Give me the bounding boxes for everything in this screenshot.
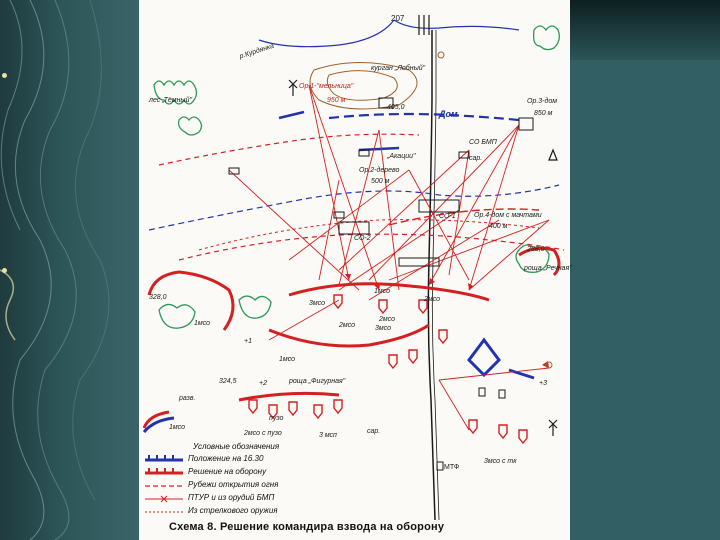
landmark-4-distance: 400 м bbox=[489, 223, 508, 230]
grove-label: роща „Фигурная" bbox=[289, 378, 346, 385]
squad-label: 2мсо с пузо bbox=[244, 430, 282, 437]
platoon-label: 3 мсп bbox=[319, 432, 337, 439]
height-label: 405,0 bbox=[387, 104, 405, 111]
house-label: Дом bbox=[439, 109, 458, 119]
observation-2-label: СО-2 bbox=[354, 235, 371, 242]
landmark-1-label: Ор.1-"мельница" bbox=[299, 83, 354, 90]
landmark-1-distance: 950 м bbox=[327, 97, 346, 104]
squad-label: 2мсо bbox=[339, 322, 356, 329]
landmark-3-distance: 850 м bbox=[534, 110, 553, 117]
height-label: 328,0 bbox=[149, 294, 167, 301]
height-label: 207 bbox=[391, 14, 405, 23]
squad-label: 1мсо bbox=[194, 320, 211, 327]
forest-label: лес „Тёмный" bbox=[149, 97, 192, 104]
squad-label: 1мсо bbox=[169, 424, 186, 431]
legend-item: Положение на 16.30 bbox=[188, 454, 264, 463]
squad-label: 1мсо bbox=[374, 288, 391, 295]
legend-item: ПТУР и из орудий БМП bbox=[188, 493, 275, 502]
right-background bbox=[570, 60, 720, 540]
squad-label: 3мсо с тк bbox=[484, 458, 517, 465]
landmark-number: +3 bbox=[539, 380, 547, 387]
legend-item: Из стрелкового оружия bbox=[188, 506, 278, 515]
recon-label: разв. bbox=[179, 395, 196, 402]
squad-label: 3мсо bbox=[309, 300, 326, 307]
squad-label: 2мсо bbox=[379, 316, 396, 323]
puzo-label: пузо bbox=[269, 415, 284, 422]
height-label: 238,0 bbox=[527, 246, 545, 253]
observation-1-label: СО-1 bbox=[439, 213, 456, 220]
shed-label: сар. bbox=[367, 428, 381, 435]
landmark-number: +1 bbox=[244, 338, 252, 345]
left-decorative-panel bbox=[0, 0, 140, 540]
shed-label: сар. bbox=[469, 155, 483, 162]
squad-label: 3мсо bbox=[375, 325, 392, 332]
river-label: р.Курдянка bbox=[238, 42, 275, 61]
tactical-map-sheet bbox=[139, 0, 570, 540]
squad-label: 2мсо bbox=[424, 296, 441, 303]
legend-item: Рубежи открытия огня bbox=[188, 480, 279, 489]
legend-title: Условные обозначения bbox=[193, 442, 280, 451]
observation-post-label: СО БМП bbox=[469, 139, 497, 146]
squad-label: 1мсо bbox=[279, 356, 296, 363]
landmark-4-label: Ор.4-дом с мачтами bbox=[474, 212, 542, 219]
legend-item: Решение на оборону bbox=[188, 467, 267, 476]
grove-label: роща „Речная" bbox=[524, 265, 572, 272]
map-caption: Схема 8. Решение командира взвода на оборону bbox=[169, 521, 445, 533]
acacia-label: „Акации" bbox=[387, 153, 416, 160]
map-legend bbox=[143, 442, 493, 520]
contour-decoration bbox=[0, 0, 140, 540]
legend-symbols bbox=[143, 442, 193, 520]
landmark-3-label: Ор.3-дом bbox=[527, 98, 558, 105]
yellow-bullet-dot bbox=[2, 268, 7, 273]
landmark-number: +2 bbox=[259, 380, 267, 387]
farm-label: МТФ bbox=[444, 464, 460, 471]
height-label: 324,5 bbox=[219, 378, 237, 385]
landmark-2-label: Ор.2-дерево bbox=[359, 167, 400, 174]
kurgan-label: курган „Лобный" bbox=[371, 65, 426, 72]
landmark-2-distance: 500 м bbox=[371, 178, 390, 185]
yellow-bullet-dot bbox=[2, 73, 7, 78]
